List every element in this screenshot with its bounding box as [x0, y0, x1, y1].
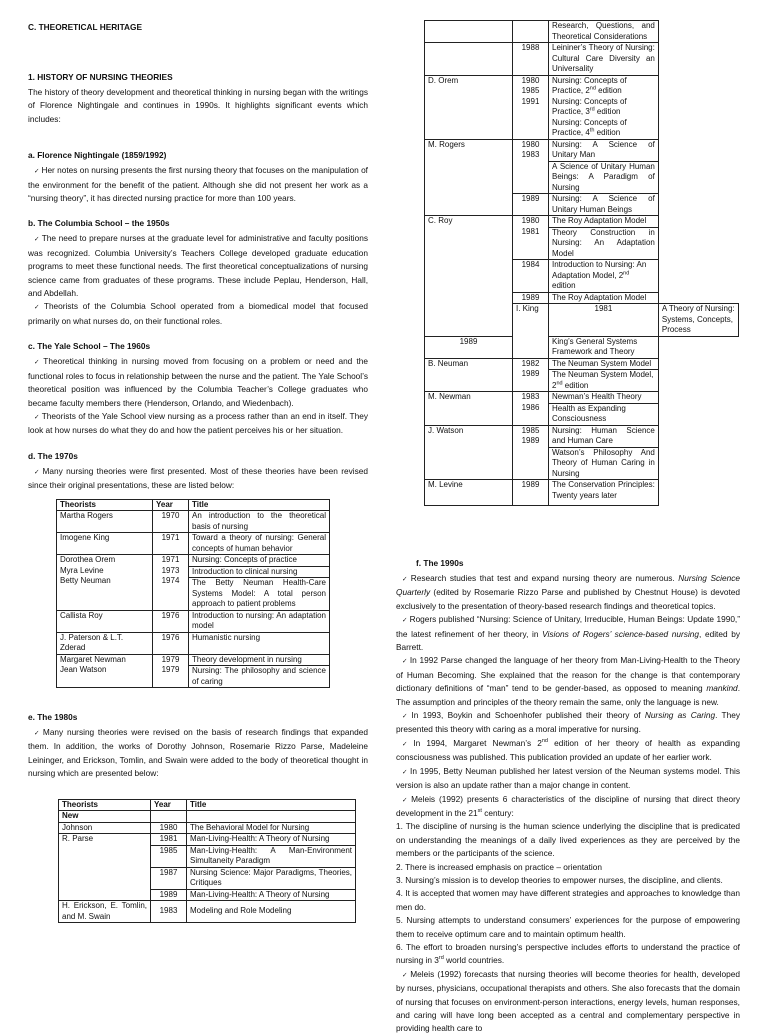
check-bullet-icon: ✓: [34, 413, 40, 421]
check-bullet-icon: ✓: [34, 359, 42, 367]
section-f-paragraph-7: ✓ Meleis (1992) presents 6 characteristics of the discipline of nursing that direct theory development in the 21st century:: [396, 793, 740, 818]
section-a-heading: a. Florence Nightingale (1859/1992): [28, 150, 167, 161]
table-row: Johnson 1980 The Behavioral Model for Nursing: [59, 822, 356, 834]
table-row: 1989 Nursing: A Science of Unitary Human Beings: [425, 194, 739, 216]
table-row: M. Levine 1989 The Conservation Principles: Twenty years later: [425, 480, 739, 506]
table-row: H. Erickson, E. Tomlin, and M. Swain 1983 Modeling and Role Modeling: [59, 901, 356, 923]
page-title: C. THEORETICAL HERITAGE: [28, 22, 143, 32]
section-b-paragraph-1: ✓ The need to prepare nurses at the graduate level for administrative and faculty positions was recognized. Columbia University’s Teachers College developed graduate education programs to meet these functional needs. The first theoretical conceptualizations of nursing science came from graduates of these programs. These include Peplau, Henderson, Hall, and Abdellah.: [28, 233, 368, 299]
theories-1970s-table: [56, 499, 330, 689]
check-bullet-icon: ✓: [402, 713, 410, 721]
table-row: J. Watson 1985 1989 Nursing: Human Science and Human Care Watson’s Philosophy And Theory of Human Caring in Nursing: [425, 425, 739, 480]
check-bullet-icon: ✓: [34, 236, 40, 244]
check-bullet-icon: ✓: [402, 768, 409, 776]
section-d-paragraph: ✓ Many nursing theories were first presented. Most of these theories have been revised since their original presentations, these are listed below:: [28, 465, 368, 491]
list-item: 1. The discipline of nursing is the human science underlying the discipline that is predicated on understanding the meanings of a daily lived experiences as they are perceived by the members or the participants of the science.: [396, 821, 740, 859]
check-bullet-icon: ✓: [402, 658, 408, 666]
section-d-heading: d. The 1970s: [28, 450, 78, 461]
table-row: Callista Roy 1976 Introduction to nursing: An adaptation model: [57, 610, 330, 632]
table-header-row: Theorists Year Title: [59, 799, 356, 811]
check-bullet-icon: ✓: [402, 740, 412, 748]
characteristics-list: [396, 820, 740, 967]
table-row: J. Paterson & L.T. Zderad 1976 Humanistic nursing: [57, 632, 330, 654]
list-item: 6. The effort to broaden nursing’s perspective includes efforts to understand the practice of nursing in 3rd world countries.: [396, 941, 740, 966]
table-row: Imogene King 1971 Toward a theory of nursing: General concepts of human behavior: [57, 533, 330, 555]
table-row: New: [59, 811, 356, 823]
table-row: R. Parse 1981 Man-Living-Health: A Theory of Nursing: [59, 834, 356, 846]
section-f-paragraph-5: ✓ In 1994, Margaret Newman’s 2nd edition of her theory of health as expanding consciousness was published. This publication provided an update of her earlier work.: [396, 737, 741, 763]
list-item: 4. It is accepted that women may have different strategies and approaches to knowledge than men do.: [396, 888, 740, 912]
table-row: 1985 Man-Living-Health: A Man-Environment Simultaneity Paradigm: [59, 845, 356, 867]
check-bullet-icon: ✓: [34, 168, 40, 176]
table-row: 1989 The Roy Adaptation Model: [425, 292, 739, 304]
table-row: B. Neuman 1982 1989 The Neuman System Model The Neuman System Model, 2nd edition: [425, 358, 739, 392]
table-header-row: Theorists Year Title: [57, 499, 330, 511]
table-row: Research, Questions, and Theoretical Considerations: [425, 21, 739, 43]
check-bullet-icon: ✓: [34, 730, 41, 738]
section-c-paragraph-2: ✓ Theorists of the Yale School view nursing as a process rather than an end in itself. They look at how nurses do what they do and how the patient perceives his or her situation.: [28, 410, 368, 436]
table-row: Margaret Newman Jean Watson 1979 1979 Theory development in nursing Nursing: The philosophy and science of caring: [57, 654, 330, 688]
section-a-paragraph: ✓ Her notes on nursing presents the first nursing theory that focuses on the manipulation of the environment for the benefit of the patient. Although she did not present her work as a “nursing theory”, it has directed nursing practice for more than 100 years.: [28, 165, 368, 204]
check-bullet-icon: ✓: [402, 617, 408, 625]
list-item: 2. There is increased emphasis on practice – orientation: [396, 861, 603, 872]
check-bullet-icon: ✓: [402, 796, 410, 804]
section-f-heading: f. The 1990s: [416, 558, 464, 568]
section-f-paragraph-4: ✓ In 1993, Boykin and Schoenhofer published their theory of Nursing as Caring. They presented this theory with caring as a moral imperative for nursing.: [396, 710, 740, 735]
list-item: 3. Nursing’s mission is to develop theories to empower nurses, the discipline, and clients.: [396, 874, 723, 885]
table-row: 1989 Man-Living-Health: A Theory of Nursing: [59, 889, 356, 901]
table-row: D. Orem 1980 1985 1991 Nursing: Concepts of Practice, 2nd edition Nursing: Concepts of Practice, 3rd edition Nursing: Concepts of Practice, 4th edition: [425, 75, 739, 139]
section-c-heading: c. The Yale School – The 1960s: [28, 341, 151, 352]
section-b-heading: b. The Columbia School – the 1950s: [28, 218, 170, 229]
table-row: 1989 King’s General Systems Framework and Theory: [425, 336, 739, 358]
history-intro: The history of theory development and theoretical thinking in nursing began with the writings of Florence Nightingale and continues in 1990s. It highlights significant events which includes:: [28, 87, 368, 124]
table-row: M. Rogers 1980 1983 Nursing: A Science of Unitary Man A Science of Unitary Human Beings: A Paradigm of Nursing: [425, 139, 739, 194]
section-f-paragraph-3: ✓ In 1992 Parse changed the language of her theory from Man-Living-Health to the Theory of Human Becoming. She explained that the reason for the change is that contemporary dictionary definitions of “man” tend to be gender-based, as opposed to meaning mankind. The assumption and principles of the theory remain the same, only the language is new.: [396, 655, 740, 707]
check-bullet-icon: ✓: [402, 576, 409, 583]
section-f-paragraph-6: ✓ In 1995, Betty Neuman published her latest version of the Neuman systems model. This version is also an update rather than a major change in content.: [396, 765, 740, 791]
section-b-paragraph-2: ✓ Theorists of the Columbia School operated from a biomedical model that focused primarily on what nurses do, on their functional roles.: [28, 301, 368, 326]
table-row: I. King 1981 A Theory of Nursing: Systems, Concepts, Process: [425, 304, 739, 337]
table-row: Dorothea Orem Myra Levine Betty Neuman 1971 1973 1974 Nursing: Concepts of practice Introduction to clinical nursing The Betty Neuman Health-Care Systems Model: A total person approach to patient problems: [57, 555, 330, 611]
check-bullet-icon: ✓: [402, 971, 409, 979]
theories-1980s-table-continued: [424, 20, 739, 506]
section-f-paragraph-8: ✓ Meleis (1992) forecasts that nursing theories will become theories for health, developed by nurses, physicians, occupational therapists and others. She also forecasts that the domain of nursing that focuses on environment-person interactions, energy levels, human responses, and caring will have long been accepted as a central and complementary perspective in providing health care to: [396, 968, 740, 1034]
table-row: 1988 Leininer’s Theory of Nursing: Cultural Care Diversity an Universality: [425, 43, 739, 76]
section-f-paragraph-1: ✓ Research studies that test and expand nursing theory are numerous. Nursing Science Quarterly (edited by Rosemarie Rizzo Parse and published by Chestnut House) is devoted exclusively to the presentation of theory-based research findings and theoretical topics.: [396, 573, 740, 611]
list-item: 5. Nursing attempts to understand consumers’ experiences for the purpose of empowering them to receive optimum care and to maintain optimum health.: [396, 915, 740, 939]
table-row: 1987 Nursing Science: Major Paradigms, Theories, Critiques: [59, 867, 356, 889]
check-bullet-icon: ✓: [34, 468, 41, 476]
check-bullet-icon: ✓: [34, 304, 42, 312]
table-row: Martha Rogers 1970 An introduction to the theoretical basis of nursing: [57, 511, 330, 533]
table-row: 1984 Introduction to Nursing: An Adaptation Model, 2nd edition: [425, 260, 739, 293]
table-row: C. Roy 1980 1981 The Roy Adaptation Model Theory Construction in Nursing: An Adaptation Model: [425, 216, 739, 260]
table-row: M. Newman 1983 1986 Newman’s Health Theory Health as Expanding Consciousness: [425, 392, 739, 426]
left-column: [28, 0, 368, 923]
section-e-paragraph: ✓ Many nursing theories were revised on the basis of research findings that expanded them. In addition, the works of Dorothy Johnson, Rosemarie Rizzo Parse, Madeleine Leininger, and Erickson, Tomlin, and Swain were added to the body of theoretical thought in nursing which are presented below:: [28, 727, 368, 779]
right-column: [396, 0, 740, 1036]
section-f-paragraph-2: ✓ Rogers published “Nursing: Science of Unitary, Irreducible, Human Beings: Update 1990,” the latest refinement of her theory, in Visions of Rogers’ science-based nursing, edited by Barrett.: [396, 614, 740, 653]
theories-1980s-table: [58, 799, 356, 924]
section-c-paragraph-1: ✓ Theoretical thinking in nursing moved from focusing on a problem or need and the functional roles to focus in relationship between the nurse and the patient. The Yale School’s theoretical position was influenced by the Columbia Teacher’s College graduates who became faculty members there (Henderson, Orlando, and Wiedenbach).: [28, 356, 368, 408]
section-e-heading: e. The 1980s: [28, 712, 78, 723]
history-heading: 1. HISTORY OF NURSING THEORIES: [28, 72, 173, 82]
